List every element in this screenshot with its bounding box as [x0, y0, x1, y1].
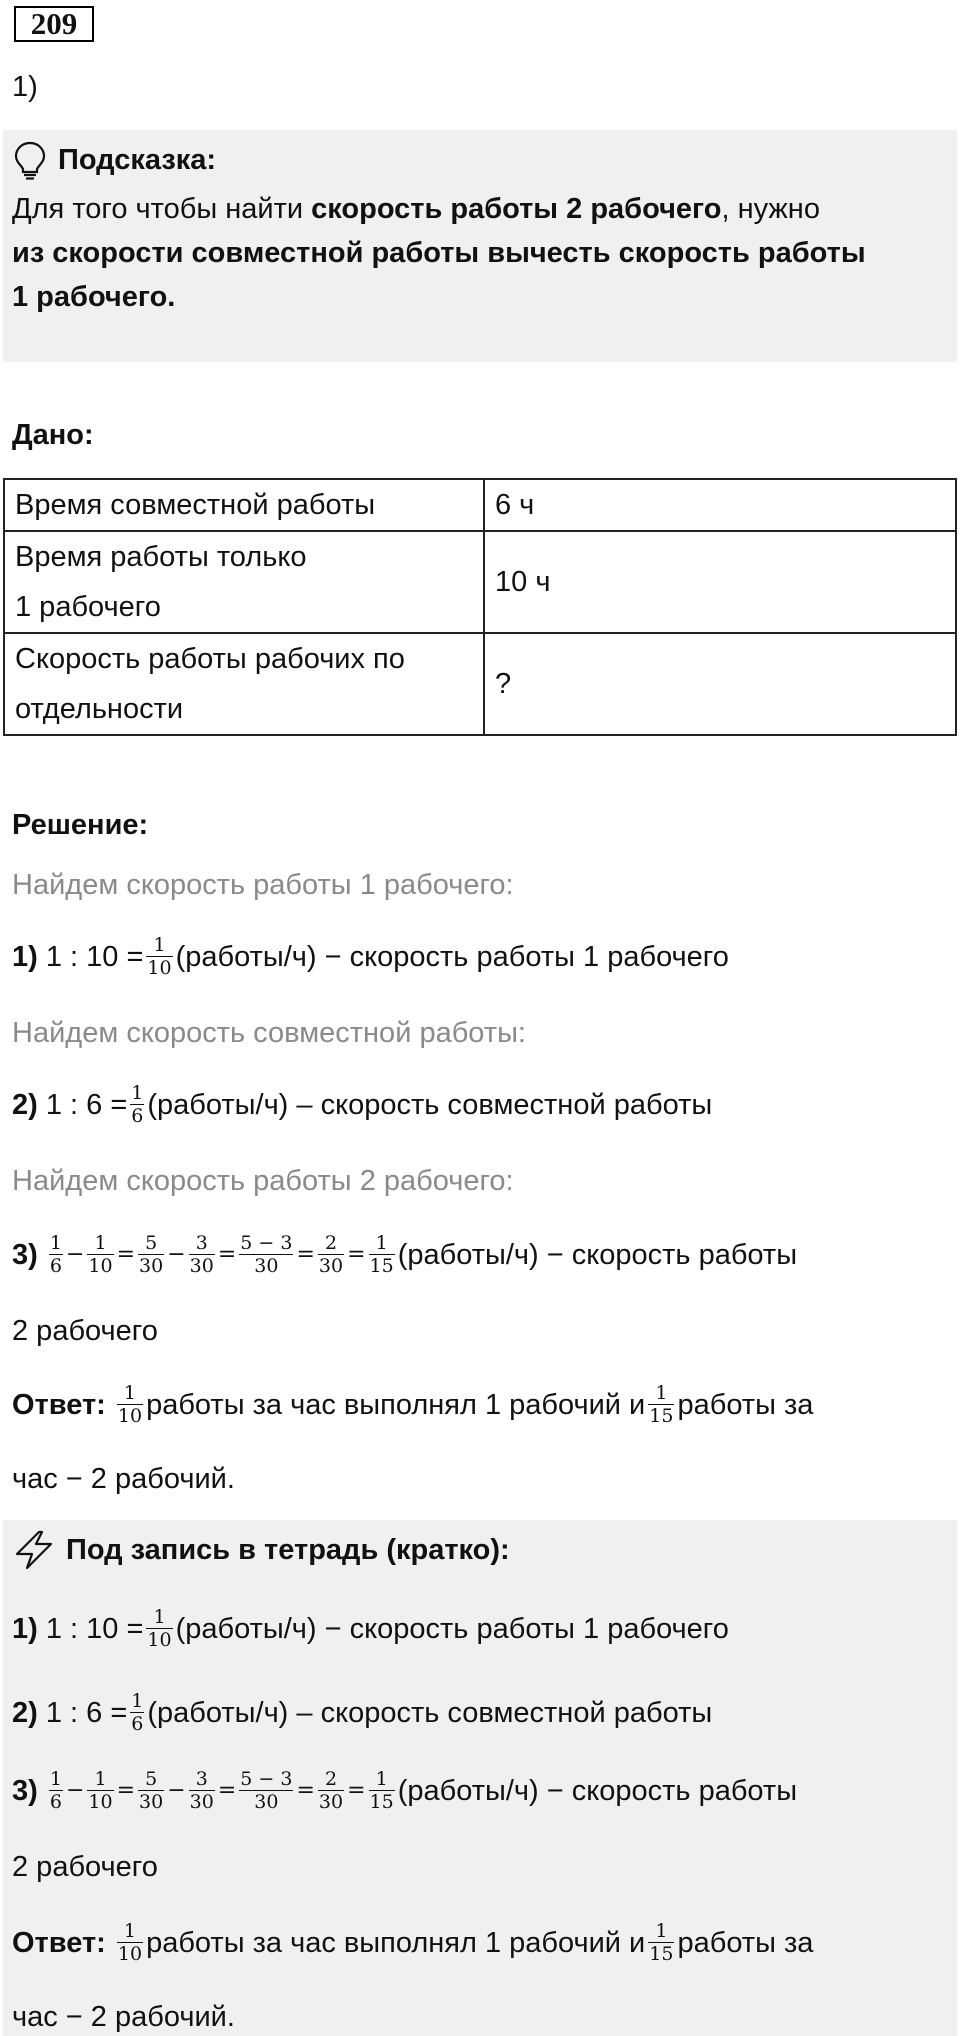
fraction: $\frac{1}{6}$: [49, 1768, 62, 1813]
fraction: $\frac{1}{15}$: [649, 1920, 674, 1965]
fraction: $\frac{5 - 3}{30}$: [240, 1768, 293, 1813]
lightbulb-icon: [12, 140, 48, 180]
notebook-step-3: 3) $\frac{1}{6}$ − $\frac{1}{10}$ = $\frac{5}{30}$ − $\frac{3}{30}$ = $\frac{5 - 3}{30}$ = $\frac{2}{30}$ = $\frac{1}{15}$ (работы/ч) − скорость работы: [12, 1768, 798, 1813]
given-label: Время работы только 1 рабочего: [4, 531, 484, 633]
step1-intro: Найдем скорость работы 1 рабочего:: [12, 869, 514, 901]
hint-line-1: Для того чтобы найти скорость работы 2 рабочего, нужно: [12, 193, 820, 225]
given-value: 6 ч: [484, 479, 956, 531]
hint-header: [12, 140, 216, 180]
step-3-cont: 2 рабочего: [12, 1315, 158, 1347]
step3-intro: Найдем скорость работы 2 рабочего:: [12, 1165, 514, 1197]
step-1: 1) 1 : 10 = $\frac{1}{10}$ (работы/ч) − скорость работы 1 рабочего: [12, 934, 729, 979]
fraction: $\frac{1}{15}$: [369, 1768, 394, 1813]
notebook-step-1: 1) 1 : 10 = $\frac{1}{10}$ (работы/ч) − скорость работы 1 рабочего: [12, 1606, 729, 1651]
fraction: $\frac{1}{10}$: [88, 1232, 113, 1277]
step-3: 3) $\frac{1}{6}$ − $\frac{1}{10}$ = $\frac{5}{30}$ − $\frac{3}{30}$ = $\frac{5 - 3}{30}$ = $\frac{2}{30}$ = $\frac{1}{15}$ (работы/ч) − скорость работы: [12, 1232, 798, 1277]
fraction: $\frac{3}{30}$: [189, 1232, 214, 1277]
hint-line-3: 1 рабочего.: [12, 281, 176, 313]
fraction: $\frac{1}{15}$: [649, 1382, 674, 1427]
notebook-answer: Ответ: $\frac{1}{10}$ работы за час выполнял 1 рабочий и $\frac{1}{15}$ работы за: [12, 1920, 814, 1965]
fraction: $\frac{2}{30}$: [318, 1768, 344, 1813]
fraction: $\frac{5 - 3}{30}$: [240, 1232, 293, 1277]
fraction: $\frac{2}{30}$: [318, 1232, 344, 1277]
hint-title: Подсказка:: [58, 144, 217, 176]
fraction: $\frac{1}{10}$: [117, 1920, 143, 1965]
part-label: 1): [12, 71, 38, 103]
given-label: Скорость работы рабочих по отдельности: [4, 633, 484, 735]
task-number: 209: [14, 6, 94, 42]
notebook-answer-cont: час − 2 рабочий.: [12, 2001, 235, 2033]
lightning-icon: [12, 1530, 56, 1570]
given-table: [3, 478, 957, 736]
given-value: ?: [484, 633, 956, 735]
fraction: $\frac{1}{15}$: [369, 1232, 394, 1277]
answer-cont: час − 2 рабочий.: [12, 1463, 235, 1495]
notebook-step-3-cont: 2 рабочего: [12, 1851, 158, 1883]
hint-line-2: из скорости совместной работы вычесть скорость работы: [12, 237, 866, 269]
fraction: $\frac{1}{10}$: [88, 1768, 113, 1813]
notebook-header: [12, 1530, 510, 1570]
given-label: Время совместной работы: [4, 479, 484, 531]
fraction: $\frac{5}{30}$: [139, 1768, 164, 1813]
table-row: [4, 633, 956, 735]
fraction: $\frac{5}{30}$: [139, 1232, 164, 1277]
step2-intro: Найдем скорость совместной работы:: [12, 1017, 526, 1049]
notebook-step-2: 2) 1 : 6 = $\frac{1}{6}$ (работы/ч) – скорость совместной работы: [12, 1690, 713, 1735]
table-row: [4, 531, 956, 633]
fraction: $\frac{3}{30}$: [189, 1768, 214, 1813]
notebook-title: Под запись в тетрадь (кратко):: [66, 1534, 510, 1566]
fraction: $\frac{1}{10}$: [117, 1382, 143, 1427]
table-row: [4, 479, 956, 531]
step-2: 2) 1 : 6 = $\frac{1}{6}$ (работы/ч) – скорость совместной работы: [12, 1082, 713, 1127]
fraction: $\frac{1}{6}$: [131, 1082, 144, 1127]
given-value: 10 ч: [484, 531, 956, 633]
given-title: Дано:: [12, 419, 94, 451]
answer: Ответ: $\frac{1}{10}$ работы за час выполнял 1 рабочий и $\frac{1}{15}$ работы за: [12, 1382, 814, 1427]
fraction: $\frac{1}{10}$: [147, 934, 172, 979]
solution-title: Решение:: [12, 809, 149, 841]
fraction: $\frac{1}{10}$: [147, 1606, 172, 1651]
fraction: $\frac{1}{6}$: [49, 1232, 62, 1277]
fraction: $\frac{1}{6}$: [131, 1690, 144, 1735]
